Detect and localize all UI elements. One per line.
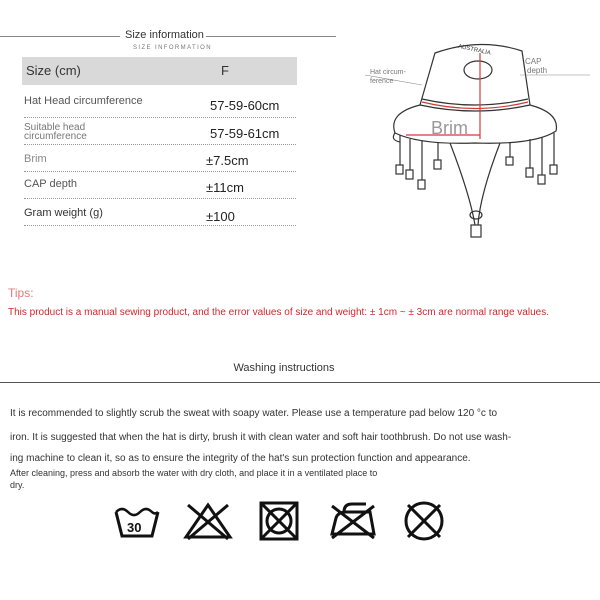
no-bleach-icon	[182, 501, 234, 541]
wash-temperature-text: 30	[127, 520, 142, 535]
row-divider	[24, 144, 296, 145]
label-hat-circumference-1: Hat circum-	[370, 69, 406, 76]
washing-line-2: iron. It is suggested that when the hat is dirty, brush it with clean water and soft hair toothbrush. Do not use wash-	[10, 432, 512, 443]
wash-30-icon	[113, 500, 161, 542]
row-divider	[24, 117, 296, 118]
iron-low-icon	[326, 500, 378, 542]
header-rule-right	[206, 36, 336, 37]
row-value-gram-weight: ±100	[206, 209, 235, 224]
row-value-cap-depth: ±11cm	[206, 180, 244, 195]
label-cap-depth-1: CAP	[525, 57, 542, 66]
size-header-value: F	[221, 63, 229, 78]
row-label-cap-depth: CAP depth	[24, 178, 78, 190]
washing-title: Washing instructions	[233, 362, 335, 374]
header-rule-left	[0, 36, 120, 37]
label-hat-circumference-2: ference	[370, 78, 394, 85]
row-divider	[24, 171, 296, 172]
row-value-hat-circumference: 57-59-60cm	[210, 98, 280, 113]
size-info-title: Size information	[125, 29, 204, 41]
washing-line-1: It is recommended to slightly scrub the sweat with soapy water. Please use a temperature pad below 120 °c to	[10, 408, 498, 419]
washing-line-3: ing machine to clean it, so as to ensure the integrity of the hat's sun protection function and appearance.	[10, 453, 471, 464]
row-label-brim: Brim	[24, 153, 47, 165]
label-brim: Brim	[431, 118, 468, 138]
hat-logo-text: AUSTRALIA	[457, 43, 492, 57]
row-value-brim: ±7.5cm	[206, 153, 249, 168]
row-divider	[24, 225, 296, 226]
row-label-gram-weight: Gram weight (g)	[24, 207, 103, 219]
tips-note: This product is a manual sewing product, and the error values of size and weight: ± 1cm ~ ± 3cm are normal range values.	[8, 307, 549, 318]
washing-rule	[0, 382, 600, 383]
size-header-label: Size (cm)	[26, 63, 81, 78]
row-label-hat-circumference: Hat Head circumference	[24, 95, 143, 107]
no-tumble-dry-icon	[257, 499, 301, 543]
row-label-suitable-line1: Suitable head	[24, 122, 86, 133]
size-info-subtitle: SIZE INFORMATION	[133, 45, 212, 51]
washing-line-4: After cleaning, press and absorb the water with dry cloth, and place it in a ventilated place to	[10, 468, 378, 478]
hat-diagram	[360, 35, 590, 245]
row-divider	[24, 198, 296, 199]
tips-label: Tips:	[8, 286, 34, 300]
no-dry-clean-icon	[402, 499, 446, 543]
row-value-suitable-circumference: 57-59-61cm	[210, 126, 280, 141]
washing-line-5: dry.	[10, 480, 25, 490]
row-label-suitable-line2: circumference	[24, 131, 87, 142]
label-cap-depth-2: depth	[527, 66, 548, 75]
